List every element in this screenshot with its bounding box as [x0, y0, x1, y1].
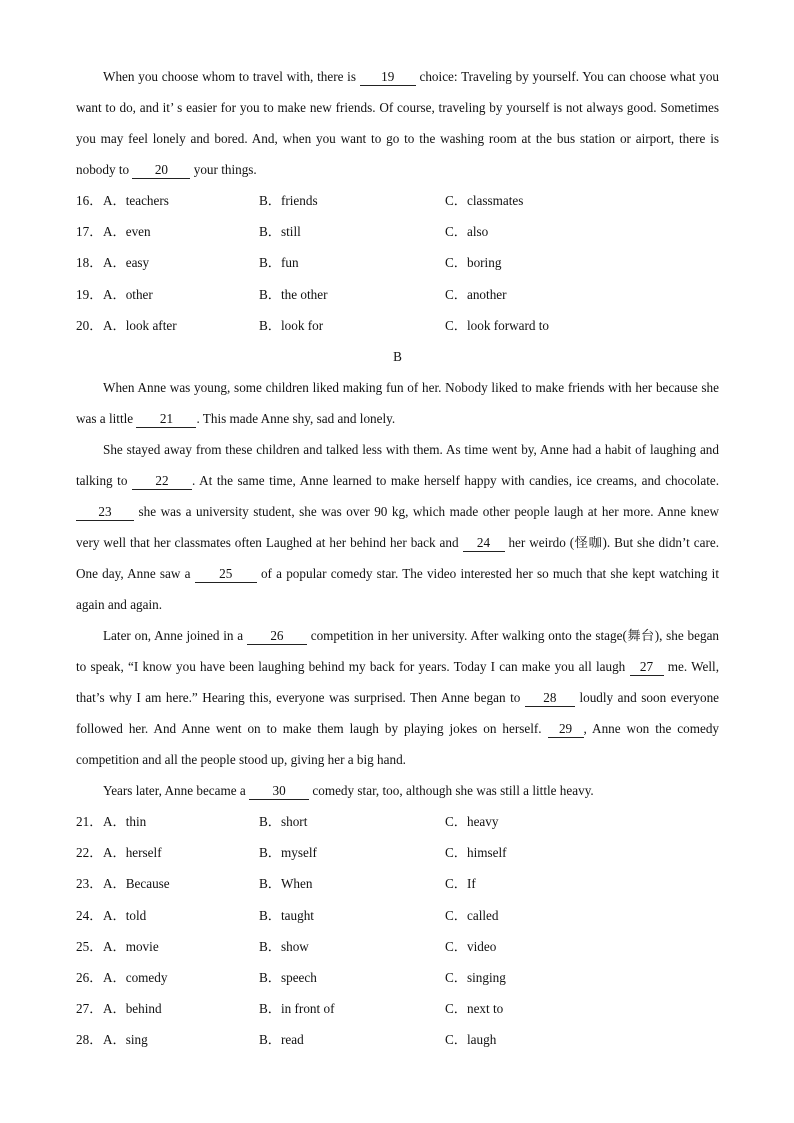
section-heading-b: B [393, 348, 402, 364]
question-18: 18． A．easy B．fun C．boring [76, 247, 719, 278]
passage-b-paragraph-2: She stayed away from these children and talked less with them. As time went by, Anne had a habit of laughing and talking to 22 . At the same time, Anne learned to make herself happy with candies, ice creams, and chocolate. 23 she was a university student, she was over 90 kg, which made other people laugh at her more. Anne knew very well that her classmates often Laughed at her behind her back and 24 her weirdo (怪咖). But she didn’t care. One day, Anne saw a 25 of a popular comedy star. The video interested her so much that she kept watching it again and again. [76, 441, 720, 612]
option-c: C．heavy [445, 813, 499, 829]
option-b: B．speech [259, 969, 317, 985]
question-28: 28． A．sing B．read C．laugh [76, 1024, 719, 1055]
option-c: C．video [445, 938, 497, 954]
blank-28: 28 [525, 690, 575, 707]
option-a: A．herself [103, 845, 162, 861]
option-c: C．classmates [445, 193, 524, 208]
option-b: B．taught [259, 907, 314, 923]
blank-20: 20 [132, 162, 190, 179]
option-c: C．boring [445, 255, 502, 271]
option-b: B．When [259, 876, 313, 892]
option-b: B．show [259, 938, 309, 954]
option-b: B．still [259, 224, 301, 240]
option-b: B．fun [259, 255, 299, 271]
question-22: 22． A．herself B．myself C．himself [76, 837, 719, 868]
question-25: 25． A．movie B．show C．video [76, 931, 719, 962]
question-16: 16． A．teachers B．friends C．classmates [76, 185, 719, 216]
blank-22: 22 [132, 473, 192, 490]
option-c: C．another [445, 286, 507, 302]
option-a: A．look after [103, 317, 177, 333]
blank-23: 23 [76, 504, 134, 521]
option-b: B．in front of [259, 1001, 335, 1017]
option-c: C．next to [445, 1001, 504, 1017]
option-b: B．myself [259, 845, 317, 861]
option-b: B．the other [259, 286, 328, 302]
option-a: A．told [103, 907, 147, 923]
option-a: A．behind [103, 1001, 162, 1017]
option-c: C．called [445, 907, 499, 923]
option-a: A．sing [103, 1032, 148, 1048]
blank-30: 30 [249, 783, 309, 800]
blank-25: 25 [195, 566, 257, 583]
option-a: A．teachers [103, 193, 169, 208]
option-b: B．look for [259, 317, 324, 333]
passage-b-paragraph-3: Later on, Anne joined in a 26 competition in her university. After walking onto the stage(舞台), she began to speak, “I know you have been laughing behind my back for years. Today I can make you all laugh 27 me. Well, that’s why I am here.” Hearing this, everyone was surprised. Then Anne began to 28 loudly and soon everyone followed her. And Anne went on to make them laugh by playing jokes on herself. 29 , Anne won the comedy competition and all the people stood up, giving her a big hand. [76, 627, 720, 767]
blank-21: 21 [136, 411, 196, 428]
question-20: 20． A．look after B．look for C．look forward to [76, 310, 719, 341]
question-27: 27． A．behind B．in front of C．next to [76, 993, 719, 1024]
option-a: A．even [103, 224, 151, 240]
option-b: B．friends [259, 193, 318, 208]
option-a: A．thin [103, 813, 147, 829]
question-list-a [76, 185, 719, 341]
option-c: C．laugh [445, 1032, 497, 1048]
question-24: 24． A．told B．taught C．called [76, 900, 719, 931]
option-a: A．movie [103, 938, 159, 954]
option-a: A．easy [103, 255, 150, 271]
question-21: 21． A．thin B．short C．heavy [76, 806, 719, 837]
blank-19: 19 [360, 69, 416, 86]
option-c: C．If [445, 876, 476, 892]
question-list-b [76, 806, 719, 1056]
option-b: B．short [259, 813, 308, 829]
option-c: C．singing [445, 969, 506, 985]
blank-26: 26 [247, 628, 307, 645]
question-19: 19． A．other B．the other C．another [76, 279, 719, 310]
question-23: 23． A．Because B．When C．If [76, 868, 719, 899]
question-17: 17． A．even B．still C．also [76, 216, 719, 247]
question-26: 26． A．comedy B．speech C．singing [76, 962, 719, 993]
option-c: C．look forward to [445, 317, 550, 333]
document-page [76, 61, 719, 1055]
blank-29: 29 [548, 721, 584, 738]
option-a: A．other [103, 286, 153, 302]
passage-a-final-paragraph: When you choose whom to travel with, there is 19 choice: Traveling by yourself. You can choose what you want to do, and it’ s easier for you to make new friends. Of course, traveling by yourself is not always good. Sometimes you may feel lonely and bored. And, when you want to go to the washing room at the bus station or airport, there is nobody to 20 your things. [76, 69, 720, 177]
passage-b-paragraph-4: Years later, Anne became a 30 comedy star, too, although she was still a little heavy. [103, 782, 594, 798]
option-b: B．read [259, 1032, 304, 1048]
option-a: A．comedy [103, 969, 168, 985]
passage-b-paragraph-1: When Anne was young, some children liked making fun of her. Nobody liked to make friends with her because she was a little 21 . This made Anne shy, sad and lonely. [76, 379, 719, 426]
blank-27: 27 [630, 659, 664, 676]
option-a: A．Because [103, 876, 170, 892]
option-c: C．also [445, 224, 489, 240]
option-c: C．himself [445, 845, 507, 861]
blank-24: 24 [463, 535, 505, 552]
